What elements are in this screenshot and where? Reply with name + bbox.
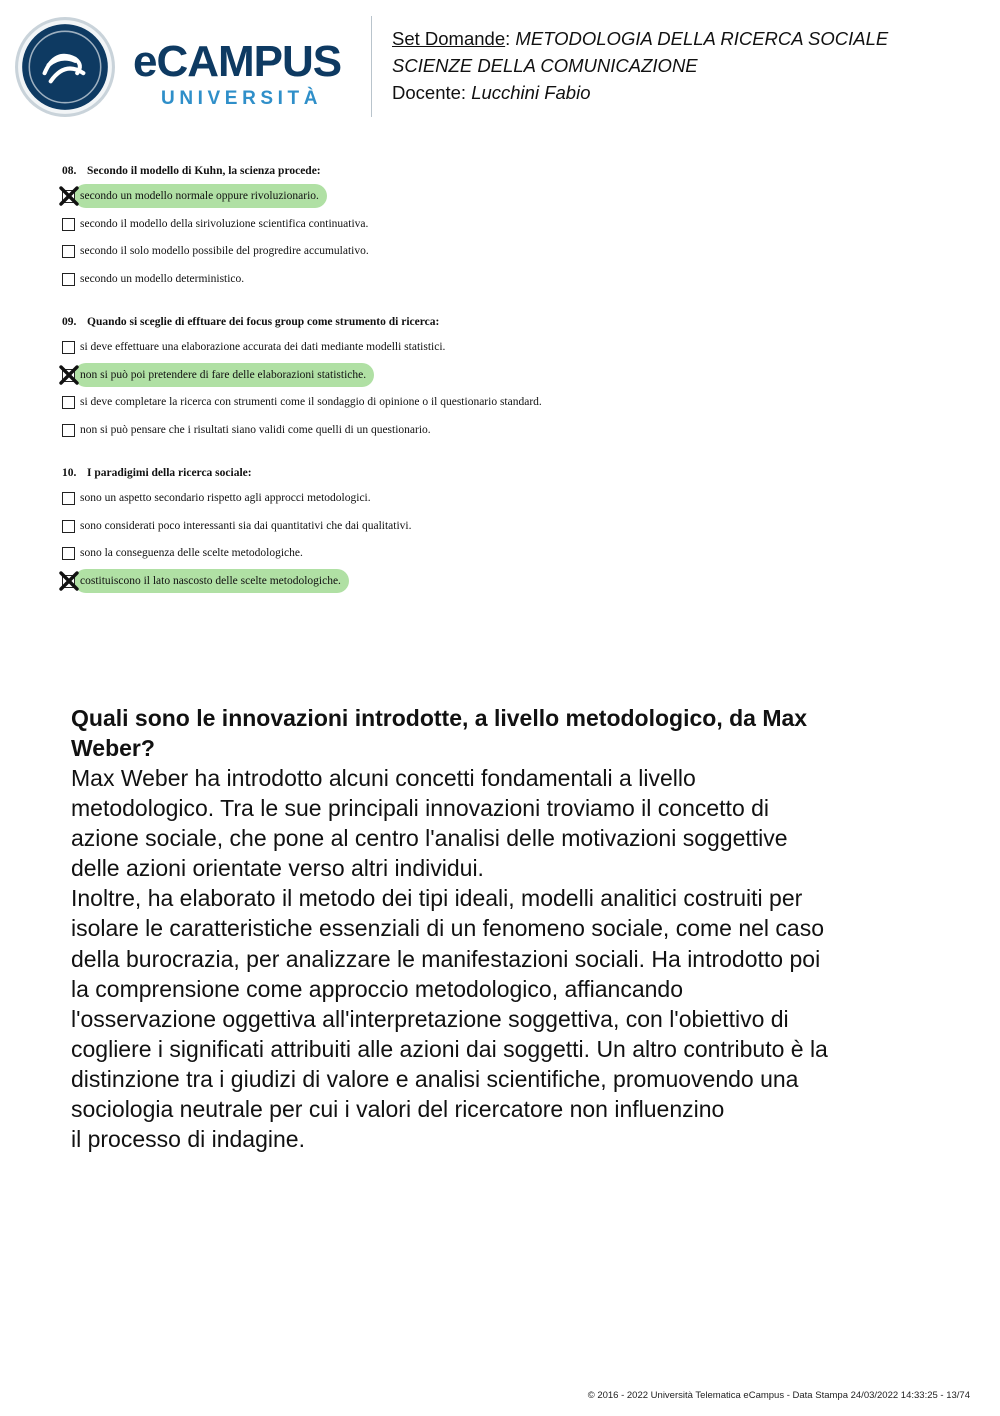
answer-option[interactable] [62, 213, 369, 241]
teacher-label: Docente: [392, 82, 472, 103]
essay-answer-line: Inoltre, ha elaborato il metodo dei tipi ideali, modelli analitici costruiti per [71, 885, 803, 912]
question-text: Secondo il modello di Kuhn, la scienza procede: [87, 165, 321, 177]
header-info [392, 25, 888, 106]
answer-checkbox[interactable] [62, 520, 75, 533]
question-number: 09. [62, 316, 77, 328]
essay-answer-line: cogliere i significati attribuiti alle azioni dai soggetti. Un altro contributo è la [71, 1035, 828, 1062]
selected-x-icon [59, 186, 79, 206]
question-number: 08. [62, 165, 77, 177]
answer-text: si deve completare la ricerca con strumenti come il sondaggio di opinione o il questionario standard. [80, 396, 542, 409]
answer-text: sono la conseguenza delle scelte metodologiche. [80, 547, 303, 560]
teacher-name: Lucchini Fabio [471, 82, 591, 103]
essay-answer-line: metodologico. Tra le sue principali innovazioni troviamo il concetto di [71, 795, 770, 822]
question-1 [62, 161, 369, 296]
selected-x-icon [59, 571, 79, 591]
answer-option[interactable] [62, 268, 321, 296]
essay-question-line: Weber? [71, 735, 155, 761]
set-separator: : [505, 28, 516, 49]
answer-option[interactable] [62, 364, 439, 392]
selected-x-icon [59, 365, 79, 385]
question-text: Quando si sceglie di efftuare dei focus group come strumento di ricerca: [87, 316, 440, 328]
answer-option[interactable] [62, 240, 369, 268]
page-header [0, 0, 1000, 130]
answer-text: secondo il solo modello possibile del progredire accumulativo. [80, 245, 369, 258]
answer-checkbox[interactable] [62, 245, 75, 258]
question-3 [62, 463, 412, 598]
answer-text: sono un aspetto secondario rispetto agli approcci metodologici. [80, 492, 371, 504]
teacher-line [392, 79, 888, 106]
essay-answer-line: l'osservazione oggettiva all'interpretazione soggettiva, con l'obiettivo di [71, 1005, 789, 1032]
set-line [392, 25, 888, 52]
question-title [62, 161, 321, 181]
logo-ecampus-text: eCAMPUS [133, 37, 342, 86]
answer-text: non si può pensare che i risultati siano validi come quelli di un questionario. [80, 424, 431, 437]
answer-text: secondo un modello normale oppure rivoluzionario. [80, 190, 319, 202]
question-title [62, 312, 439, 332]
answer-option[interactable] [62, 487, 371, 515]
question-title [62, 463, 252, 483]
essay-answer-line: la comprensione come approccio metodologico, affiancando [71, 975, 684, 1002]
question-text: I paradigimi della ricerca sociale: [87, 467, 252, 479]
answer-option[interactable] [62, 391, 542, 419]
course-title: METODOLOGIA DELLA RICERCA SOCIALE [515, 28, 889, 49]
answer-text: sono considerati poco interessanti sia dai quantitativi che dai qualitativi. [80, 519, 412, 532]
program-title: SCIENZE DELLA COMUNICAZIONE [392, 55, 698, 76]
essay-answer-line: azione sociale, che pone al centro l'analisi delle motivazioni soggettive [71, 825, 788, 852]
answer-checkbox[interactable] [62, 273, 75, 286]
answer-option[interactable] [62, 570, 341, 598]
answer-checkbox[interactable] [62, 218, 75, 231]
question-2 [62, 312, 542, 447]
answer-text: secondo il modello della sirivoluzione scientifica continuativa. [80, 217, 369, 230]
answer-checkbox[interactable] [62, 424, 75, 437]
essay-answer-line: della burocrazia, per analizzare le manifestazioni sociali. Ha introdotto poi [71, 945, 821, 972]
answer-option[interactable] [62, 419, 439, 447]
page-footer: © 2016 - 2022 Università Telematica eCampus - Data Stampa 24/03/2022 14:33:25 - 13/74 [587, 1390, 970, 1401]
essay-answer-line: distinzione tra i giudizi di valore e analisi scientifiche, promuovendo una [71, 1065, 799, 1092]
answer-option[interactable] [62, 336, 446, 364]
answer-text: si deve effettuare una elaborazione accurata dei dati mediante modelli statistici. [80, 341, 446, 353]
essay-answer-line: il processo di indagine. [71, 1126, 305, 1153]
answer-checkbox[interactable] [62, 396, 75, 409]
essay-answer [71, 763, 941, 1154]
essay-answer-line: delle azioni orientate verso altri individui. [71, 855, 484, 882]
set-label: Set Domande [392, 28, 506, 49]
answer-checkbox[interactable] [62, 547, 75, 560]
answer-option[interactable] [62, 185, 321, 213]
answer-text: secondo un modello deterministico. [80, 273, 245, 286]
answer-text: costituiscono il lato nascosto delle scelte metodologiche. [80, 575, 341, 588]
essay-section [71, 703, 941, 1154]
question-number: 10. [62, 467, 77, 479]
essay-question-line: Quali sono le innovazioni introdotte, a livello metodologico, da Max [71, 705, 808, 731]
ecampus-seal-logo [14, 16, 116, 118]
ecampus-wordmark [133, 37, 342, 110]
logo-universita-text: UNIVERSITÀ [161, 88, 323, 109]
essay-question [71, 703, 941, 763]
essay-answer-line: isolare le caratteristiche essenziali di un fenomeno sociale, come nel caso [71, 915, 825, 942]
answer-text: non si può poi pretendere di fare delle elaborazioni statistiche. [80, 368, 367, 381]
answer-option[interactable] [62, 515, 412, 543]
header-divider [371, 16, 372, 117]
answer-option[interactable] [62, 542, 303, 570]
answer-checkbox[interactable] [62, 341, 75, 354]
essay-answer-line: sociologia neutrale per cui i valori del ricercatore non influenzino [71, 1096, 725, 1123]
answer-checkbox[interactable] [62, 492, 75, 505]
essay-answer-line: Max Weber ha introdotto alcuni concetti fondamentali a livello [71, 765, 696, 791]
